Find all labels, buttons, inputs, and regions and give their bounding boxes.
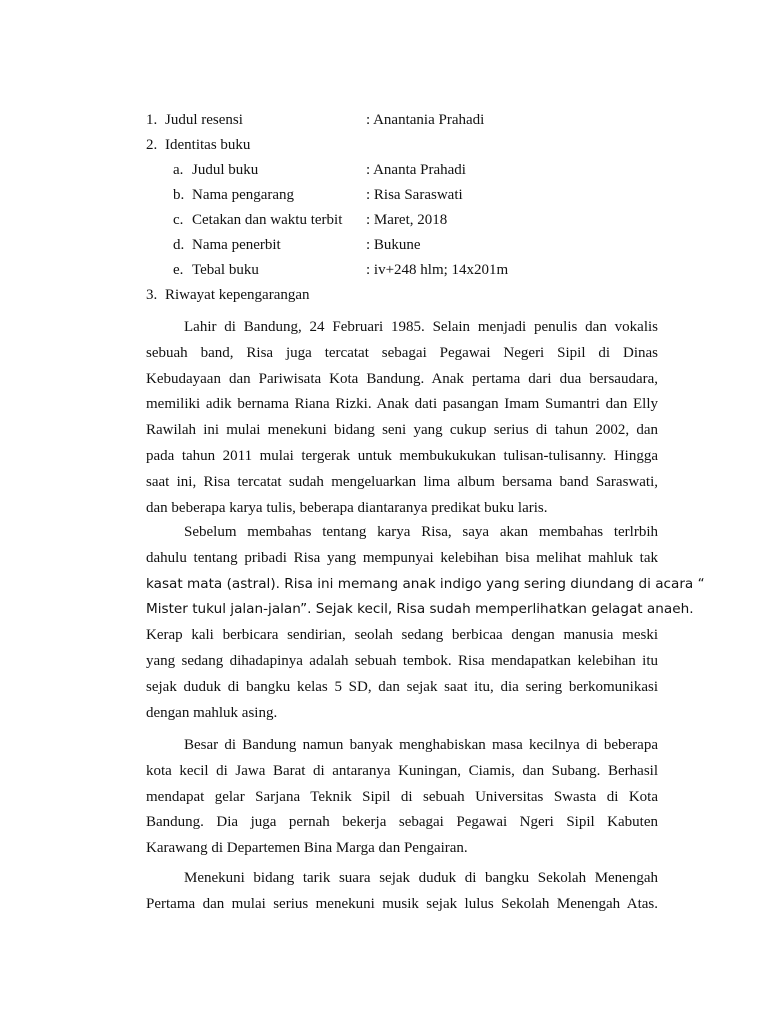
paragraph-line: Menekuni bidang tarik suara sejak duduk di bangku Sekolah Menengah — [184, 870, 658, 886]
paragraph-line: Kebudayaan dan Pariwisata Kota Bandung. Anak pertama dari dua bersaudara, — [146, 370, 658, 387]
paragraph-line: sebuah band, Risa juga tercatat sebagai Pegawai Negeri Sipil di Dinas — [146, 344, 658, 361]
sub-letter: c. — [173, 212, 184, 228]
sub-label: Cetakan dan waktu terbit — [192, 212, 343, 228]
sub-value: : Maret, 2018 — [366, 212, 448, 228]
paragraph-line: dan beberapa karya tulis, beberapa diantaranya predikat buku laris. — [146, 499, 548, 516]
paragraph-line: Bandung. Dia juga pernah bekerja sebagai Pegawai Ngeri Sipil Kabuten — [146, 814, 658, 831]
paragraph-line: mendapat gelar Sarjana Teknik Sipil di sebuah Universitas Swasta di Kota — [146, 788, 658, 805]
item-label: Identitas buku — [165, 137, 251, 153]
sub-letter: b. — [173, 187, 185, 203]
sub-label: Judul buku — [192, 162, 259, 178]
paragraph-line: Karawang di Departemen Bina Marga dan Pengairan. — [146, 840, 468, 857]
sub-value: : iv+248 hlm; 14x201m — [366, 262, 509, 278]
paragraph-musik — [146, 866, 658, 918]
item-number: 1. — [146, 112, 158, 128]
paragraph-pendidikan — [146, 733, 658, 862]
paragraph-line: dahulu tentang pribadi Risa yang mempunyai kelebihan bisa melihat mahluk tak — [146, 549, 658, 566]
paragraph-line: pada tahun 2011 mulai tergerak untuk membukukukan tulisan-tulisanny. Hingga — [146, 447, 658, 464]
paragraph-line: kota kecil di Jawa Barat di antaranya Kuningan, Ciamis, dan Subang. Berhasil — [146, 762, 658, 779]
paragraph-line: Mister tukul jalan-jalan”. Sejak kecil, Risa sudah memperlihatkan gelagat anaeh. — [146, 601, 694, 618]
item-value: : Anantania Prahadi — [366, 112, 485, 128]
paragraph-line: memiliki adik bernama Riana Rizki. Anak dati pasangan Imam Sumantri dan Elly — [146, 396, 658, 413]
paragraph-line: Rawilah ini mulai menekuni bidang seni yang cukup serius di tahun 2002, dan — [146, 422, 658, 439]
paragraph-biografi — [146, 315, 658, 521]
sub-letter: e. — [173, 262, 184, 278]
sub-label: Tebal buku — [192, 262, 259, 278]
paragraph-line: Lahir di Bandung, 24 Februari 1985. Selain menjadi penulis dan vokalis — [184, 319, 658, 335]
paragraph-line: Kerap kali berbicara sendirian, seolah sedang berbicaa dengan manusia meski — [146, 627, 658, 644]
paragraph-line: Besar di Bandung namun banyak menghabiskan masa kecilnya di beberapa — [184, 737, 658, 753]
sub-letter: a. — [173, 162, 184, 178]
paragraph-line: saat ini, Risa tercatat sudah mengeluarkan lima album bersama band Saraswati, — [146, 473, 658, 490]
sub-label: Nama pengarang — [192, 187, 295, 203]
paragraph-line: Sebelum membahas tentang karya Risa, saya akan membahas terlrbih — [184, 524, 658, 540]
paragraph-line: yang sedang dihadapinya adalah sebuah tembok. Risa mendapatkan kelebihan itu — [146, 652, 658, 669]
item-number: 2. — [146, 137, 158, 153]
sub-label: Nama penerbit — [192, 237, 281, 253]
sub-value: : Risa Saraswati — [366, 187, 463, 203]
sub-value: : Ananta Prahadi — [366, 162, 466, 178]
paragraph-line: sejak duduk di bangku kelas 5 SD, dan sejak saat itu, dia sering berkomunikasi — [146, 678, 658, 695]
item-label: Judul resensi — [165, 112, 243, 128]
sub-value: : Bukune — [366, 237, 421, 253]
item-number: 3. — [146, 287, 158, 303]
paragraph-pribadi-risa — [146, 520, 705, 726]
paragraph-line: Pertama dan mulai serius menekuni musik sejak lulus Sekolah Menengah Atas. — [146, 895, 658, 912]
paragraph-line: kasat mata (astral). Risa ini memang anak indigo yang sering diundang di acara “ — [146, 575, 705, 592]
paragraph-line: dengan mahluk asing. — [146, 704, 278, 721]
item-label: Riwayat kepengarangan — [165, 287, 310, 303]
sub-letter: d. — [173, 237, 185, 253]
